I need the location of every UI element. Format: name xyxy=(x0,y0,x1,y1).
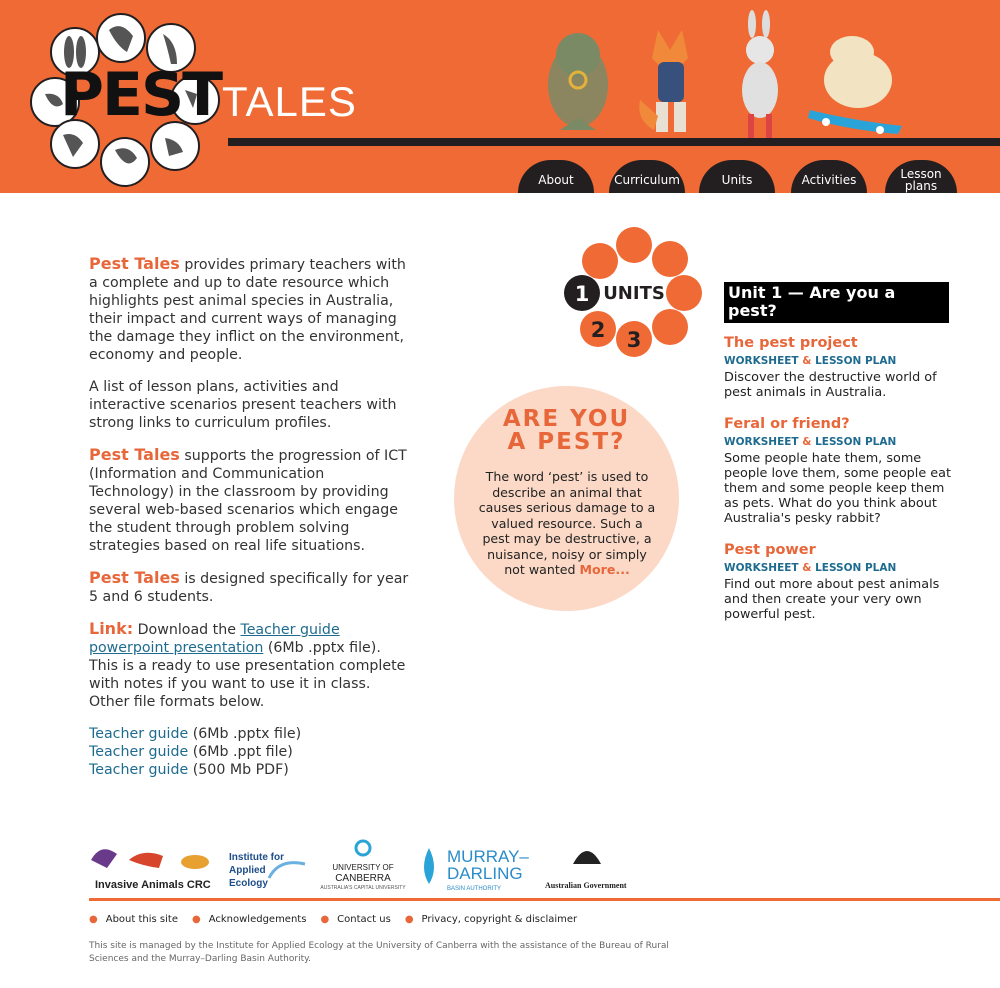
unit-1-label: 1 xyxy=(574,282,590,306)
units-navigation[interactable] xyxy=(560,225,710,360)
are-you-a-pest-bubble xyxy=(454,386,679,611)
gov-text: Australian Government xyxy=(545,881,627,890)
intro-text: provides primary teachers with a complete and up to date resource which highlights pest animal species in Australia, their impact and current ways of managing the damage they inflict on the environment, economy and people. xyxy=(89,257,406,363)
iae-text-2: Applied xyxy=(229,865,266,876)
nav-units-label: Units xyxy=(721,172,753,187)
file-info: (6Mb .ppt file) xyxy=(188,744,293,760)
unit-item xyxy=(724,416,954,526)
australian-government-logo[interactable] xyxy=(545,851,627,890)
pest-bubble-title-line1: ARE YOU xyxy=(502,406,631,432)
file-info: (6Mb .pptx file) xyxy=(188,726,302,742)
teacher-guide-pptx-link[interactable]: Teacher guide xyxy=(89,726,189,742)
nav-about-label: About xyxy=(538,172,574,187)
footer-link-label: Privacy, copyright & disclaimer xyxy=(421,914,578,925)
footer-link-acknowledgements[interactable]: ● Acknowledgements xyxy=(191,914,307,925)
unit-item xyxy=(724,335,954,400)
unit-2-button[interactable] xyxy=(580,311,616,347)
worksheet-link[interactable]: WORKSHEET xyxy=(724,436,799,448)
unit-item-links xyxy=(724,436,954,448)
unit-item-links xyxy=(724,355,954,367)
lesson-plan-link[interactable]: LESSON PLAN xyxy=(815,355,897,367)
nav-about[interactable] xyxy=(518,160,594,193)
pest-bubble-text: The word ‘pest’ is used to describe an animal that causes serious damage to a valued resource. Such a pest may be destructive, a nuisance, noisy or simply not wanted xyxy=(478,469,656,577)
footer-link-contact[interactable]: ● Contact us xyxy=(320,914,391,925)
unit-1-button[interactable] xyxy=(564,275,600,311)
unit-item-heading[interactable]: Feral or friend? xyxy=(724,416,850,432)
amp: & xyxy=(802,562,812,574)
pest-bubble-title-line2: A PEST? xyxy=(507,429,626,455)
footer-note: This site is managed by the Institute for Applied Ecology at the University of Canberra with the assistance of the Bureau of Rural Sciences and the Murray–Darling Basin Authority. xyxy=(89,941,669,964)
intro-paragraph-4 xyxy=(89,569,409,606)
uc-text-3: AUSTRALIA'S CAPITAL UNIVERSITY xyxy=(320,885,406,891)
brand-highlight: Pest Tales xyxy=(89,568,180,587)
worksheet-link[interactable]: WORKSHEET xyxy=(724,562,799,574)
intro-paragraph-1 xyxy=(89,255,409,364)
amp: & xyxy=(802,436,812,448)
intro-text: Download the xyxy=(133,622,241,638)
iae-text-1: Institute for xyxy=(229,852,284,863)
unit-3-button[interactable] xyxy=(616,321,652,357)
amp: & xyxy=(802,355,812,367)
footer-rule xyxy=(89,898,1000,901)
lesson-plan-link[interactable]: LESSON PLAN xyxy=(815,436,897,448)
footer-link-privacy[interactable]: ● Privacy, copyright & disclaimer xyxy=(404,914,578,925)
footer-link-label: Contact us xyxy=(337,914,391,925)
mdba-text-3: BASIN AUTHORITY xyxy=(447,886,502,892)
intro-text: is designed specifically for year 5 and 6 students. xyxy=(89,571,409,605)
file-row xyxy=(89,743,409,761)
brand-highlight: Pest Tales xyxy=(89,254,180,273)
nav-activities-label: Activities xyxy=(801,172,857,187)
file-row xyxy=(89,725,409,743)
logo-pest-word: PEST xyxy=(60,60,222,130)
nav-lesson-plans[interactable] xyxy=(885,160,957,193)
mdba-text-1: MURRAY– xyxy=(447,847,529,866)
footer-link-label: Acknowledgements xyxy=(208,914,307,925)
nav-curriculum-label: Curriculum xyxy=(614,172,680,187)
teacher-guide-files xyxy=(89,725,409,779)
site-header xyxy=(0,0,1000,193)
university-of-canberra-logo[interactable] xyxy=(320,841,406,891)
header-divider-bar xyxy=(228,138,1000,146)
unit-item xyxy=(724,542,954,622)
sponsor-logos xyxy=(89,838,649,893)
footer-links xyxy=(89,914,577,925)
nav-units[interactable] xyxy=(699,160,775,193)
intro-text: (6Mb .pptx file). This is a ready to use presentation complete with notes if you want to use it in class. Other file formats below. xyxy=(89,640,406,710)
pest-bubble-body xyxy=(477,469,657,578)
unit-3-label: 3 xyxy=(626,328,642,352)
pest-characters-illustration xyxy=(530,10,930,145)
intro-paragraph-2: A list of lesson plans, activities and interactive scenarios present teachers with strong links to curriculum profiles. xyxy=(89,379,397,431)
teacher-guide-presentation-link[interactable]: Teacher guide powerpoint presentation xyxy=(89,622,340,656)
footer-link-label: About this site xyxy=(105,914,178,925)
link-highlight: Link: xyxy=(89,619,134,638)
unit-item-description: Find out more about pest animals and then create your very own powerful pest. xyxy=(724,577,940,622)
iae-text-3: Ecology xyxy=(229,878,268,889)
intro-paragraph-3 xyxy=(89,446,409,555)
unit-item-description: Discover the destructive world of pest animals in Australia. xyxy=(724,370,937,400)
teacher-guide-ppt-link[interactable]: Teacher guide xyxy=(89,744,189,760)
unit-2-label: 2 xyxy=(590,318,606,342)
file-info: (500 Mb PDF) xyxy=(188,762,289,778)
brand-highlight: Pest Tales xyxy=(89,445,180,464)
unit-item-heading[interactable]: The pest project xyxy=(724,335,858,351)
nav-curriculum[interactable] xyxy=(609,160,685,193)
unit-item-description: Some people hate them, some people love them, some people eat them and some people keep them as pets. What do you think about Australia's pesky rabbit? xyxy=(724,451,952,526)
intro-text: supports the progression of ICT (Information and Communication Technology) in the classroom by providing several web-based scenarios which engage the student through problem solving strategies based on real life situations. xyxy=(89,448,407,554)
unit-item-heading[interactable]: Pest power xyxy=(724,542,816,558)
intro-paragraph-5 xyxy=(89,620,409,711)
logo-tales-word: TALES xyxy=(222,78,357,125)
lesson-plan-link[interactable]: LESSON PLAN xyxy=(815,562,897,574)
unit-activities-list xyxy=(724,335,954,638)
teacher-guide-pdf-link[interactable]: Teacher guide xyxy=(89,762,189,778)
intro-section xyxy=(89,255,409,779)
uc-text-1: UNIVERSITY OF xyxy=(332,863,394,872)
file-row xyxy=(89,761,409,779)
unit-item-links xyxy=(724,562,954,574)
nav-activities[interactable] xyxy=(791,160,867,193)
nav-lesson-plans-label: Lesson plans xyxy=(900,166,942,193)
pest-bubble-title xyxy=(454,408,679,454)
worksheet-link[interactable]: WORKSHEET xyxy=(724,355,799,367)
unit-title: Unit 1 — Are you a pest? xyxy=(724,282,949,323)
more-link[interactable]: More... xyxy=(579,562,630,577)
mdba-text-2: DARLING xyxy=(447,864,523,883)
uc-text-2: CANBERRA xyxy=(335,873,391,884)
institute-applied-ecology-logo[interactable] xyxy=(229,852,305,889)
crc-text: Invasive Animals CRC xyxy=(95,879,211,891)
units-label: UNITS xyxy=(603,283,665,304)
footer-link-about[interactable]: ● About this site xyxy=(89,914,178,925)
invasive-animals-crc-logo[interactable] xyxy=(91,849,211,891)
murray-darling-basin-authority-logo[interactable] xyxy=(424,847,529,892)
